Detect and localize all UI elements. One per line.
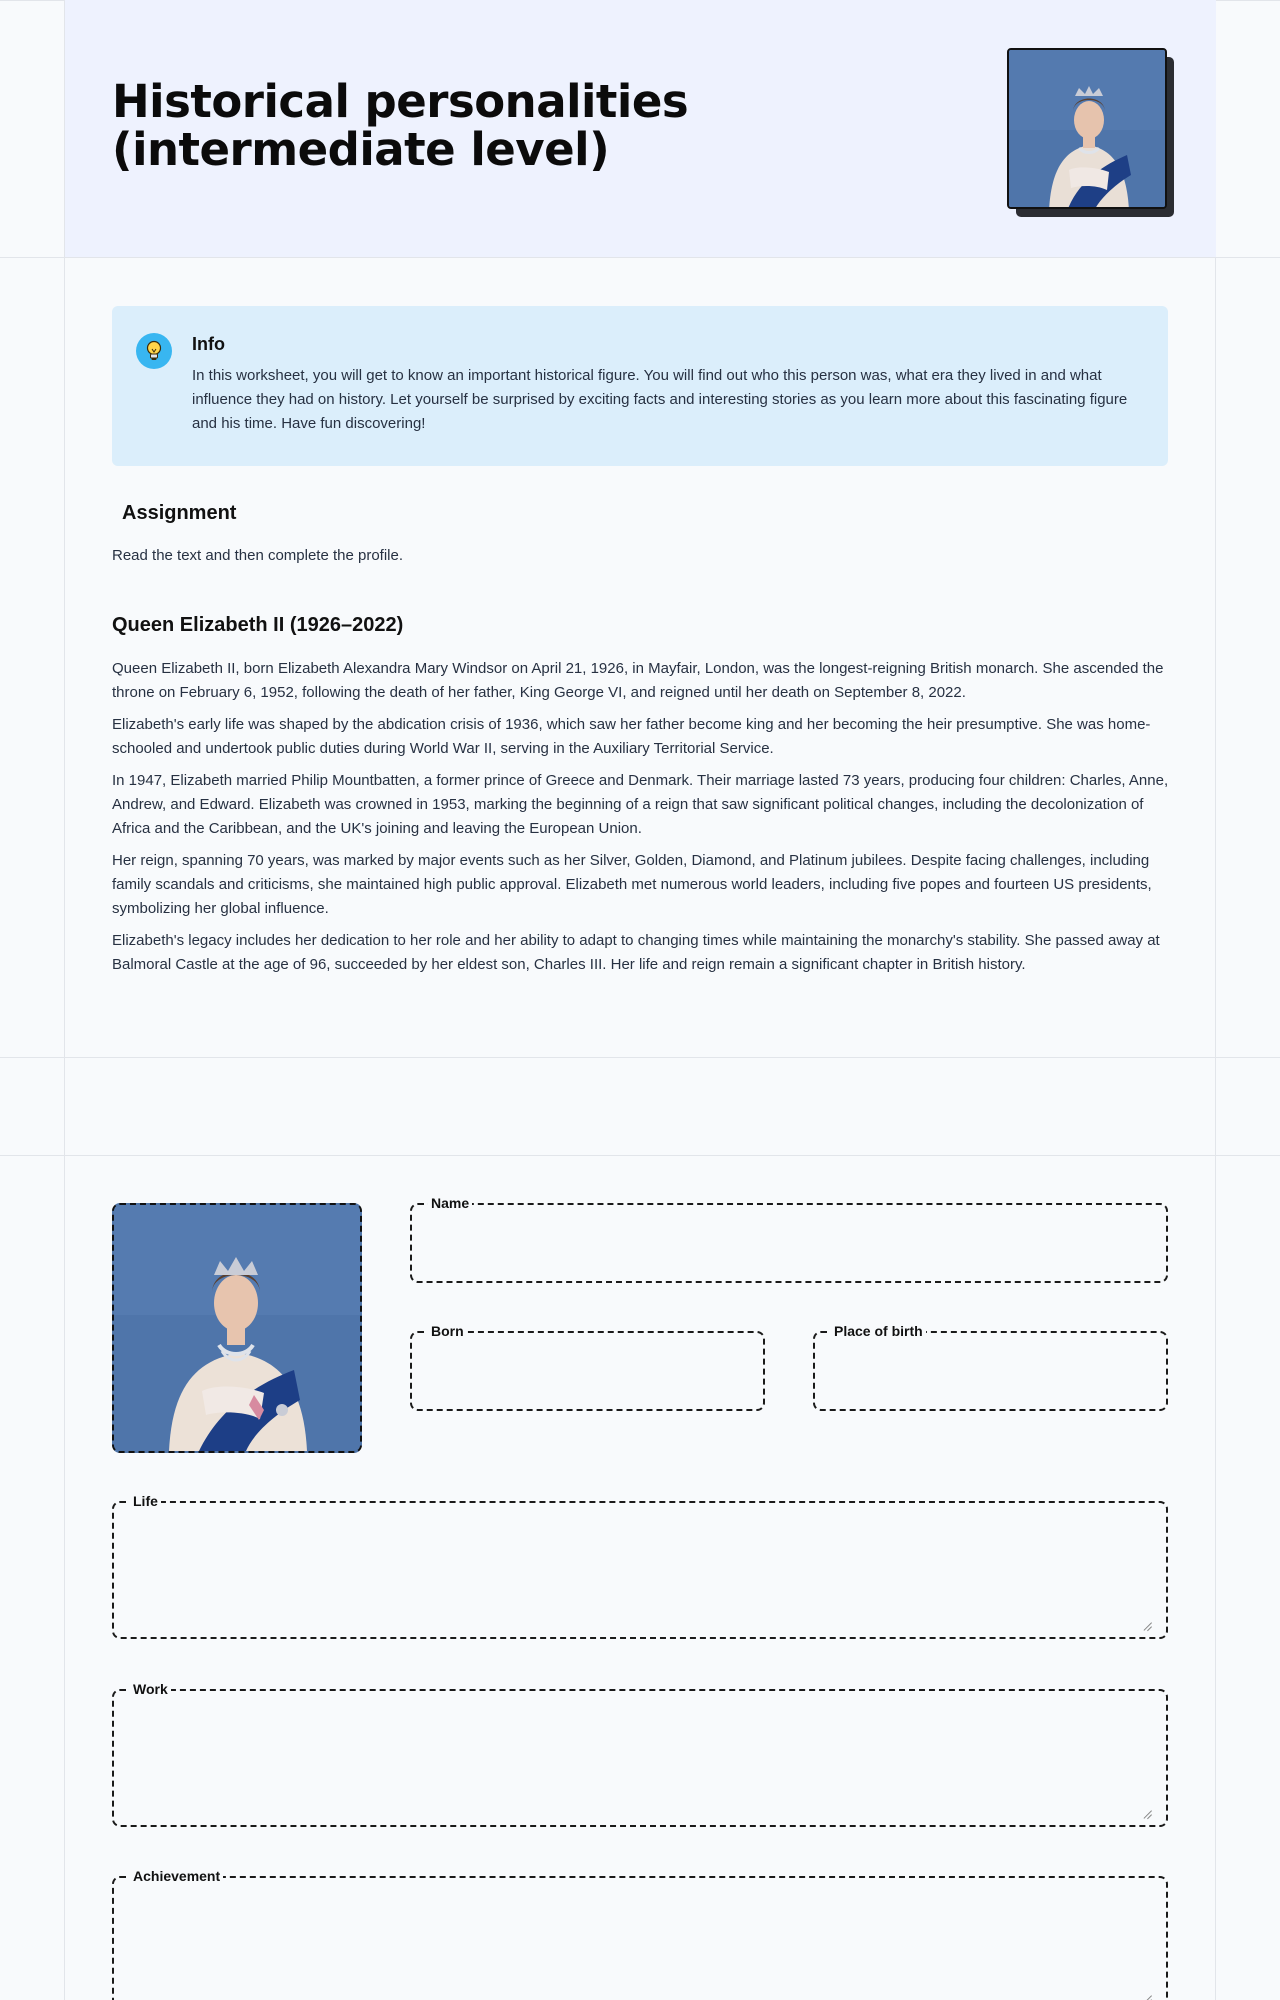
resize-handle-icon[interactable] xyxy=(1144,1988,1152,1996)
name-input[interactable] xyxy=(412,1205,1166,1281)
work-label: Work xyxy=(130,1680,171,1698)
assignment-text: Read the text and then complete the profile. xyxy=(112,547,404,564)
profile-portrait-image xyxy=(112,1203,362,1453)
born-label: Born xyxy=(428,1322,467,1340)
article-paragraph: Elizabeth's legacy includes her dedication to her role and her ability to adapt to changing times while maintaining the monarchy's stability. She passed away at Balmoral Castle at the age of 96, succeeded by her eldest son, Charles III. Her life and reign remain a significant chapter in British history. xyxy=(112,932,1160,973)
page-title xyxy=(112,75,689,176)
grid-line xyxy=(0,1155,1280,1156)
place-of-birth-label: Place of birth xyxy=(831,1322,926,1340)
info-text: In this worksheet, you will get to know an important historical figure. You will find out who this person was, what era they lived in and what influence they had on history. Let yourself be surprised by exciting facts and interesting stories as you learn more about this fascinating figure and his time. Have fun discovering! xyxy=(192,367,1128,432)
achievement-label: Achievement xyxy=(130,1867,223,1885)
article-body xyxy=(112,657,1172,985)
grid-line xyxy=(1215,0,1216,2000)
article-paragraph: In 1947, Elizabeth married Philip Mountbatten, a former prince of Greece and Denmark. Their marriage lasted 73 years, producing four children: Charles, Anne, Andrew, and Edward. Elizabeth was crowned in 1953, marking the beginning of a reign that saw significant political changes, including the decolonization of Africa and the Caribbean, and the UK's joining and leaving the European Union. xyxy=(112,772,1169,837)
work-textarea[interactable] xyxy=(114,1691,1166,1825)
title-line-1: Historical personalities xyxy=(112,75,689,128)
grid-line xyxy=(64,0,65,2000)
work-field[interactable] xyxy=(112,1681,1168,1827)
grid-line xyxy=(0,1057,1280,1058)
place-of-birth-field[interactable] xyxy=(813,1323,1168,1411)
achievement-textarea[interactable] xyxy=(114,1878,1166,2000)
lightbulb-icon xyxy=(136,333,172,369)
page-header xyxy=(65,0,1216,257)
article-paragraph: Queen Elizabeth II, born Elizabeth Alexandra Mary Windsor on April 21, 1926, in Mayfair, London, was the longest-reigning British monarch. She ascended the throne on February 6, 1952, following the death of her father, King George VI, and reigned until her death on September 8, 2022. xyxy=(112,660,1164,701)
resize-handle-icon[interactable] xyxy=(1144,1615,1152,1623)
name-field[interactable] xyxy=(410,1195,1168,1283)
grid-line xyxy=(0,257,1280,258)
info-box xyxy=(112,306,1168,466)
article-paragraph: Elizabeth's early life was shaped by the abdication crisis of 1936, which saw her father become king and her becoming the heir presumptive. She was home-schooled and undertook public duties during World War II, serving in the Auxiliary Territorial Service. xyxy=(112,716,1151,757)
life-textarea[interactable] xyxy=(114,1503,1166,1637)
life-label: Life xyxy=(130,1492,161,1510)
title-line-2: (intermediate level) xyxy=(112,123,610,176)
assignment-heading: Assignment xyxy=(122,502,237,524)
achievement-field[interactable] xyxy=(112,1868,1168,2000)
article-paragraph: Her reign, spanning 70 years, was marked by major events such as her Silver, Golden, Diamond, and Platinum jubilees. Despite facing challenges, including family scandals and criticisms, she maintained high public approval. Elizabeth met numerous world leaders, including five popes and fourteen US presidents, symbolizing her global influence. xyxy=(112,852,1152,917)
resize-handle-icon[interactable] xyxy=(1144,1803,1152,1811)
info-title: Info xyxy=(192,334,225,354)
name-label: Name xyxy=(428,1194,472,1212)
portrait-photo-icon xyxy=(1007,48,1167,209)
header-portrait xyxy=(1007,48,1175,218)
article-title: Queen Elizabeth II (1926–2022) xyxy=(112,614,404,636)
place-of-birth-input[interactable] xyxy=(815,1333,1166,1409)
life-field[interactable] xyxy=(112,1493,1168,1639)
born-field[interactable] xyxy=(410,1323,765,1411)
born-input[interactable] xyxy=(412,1333,763,1409)
